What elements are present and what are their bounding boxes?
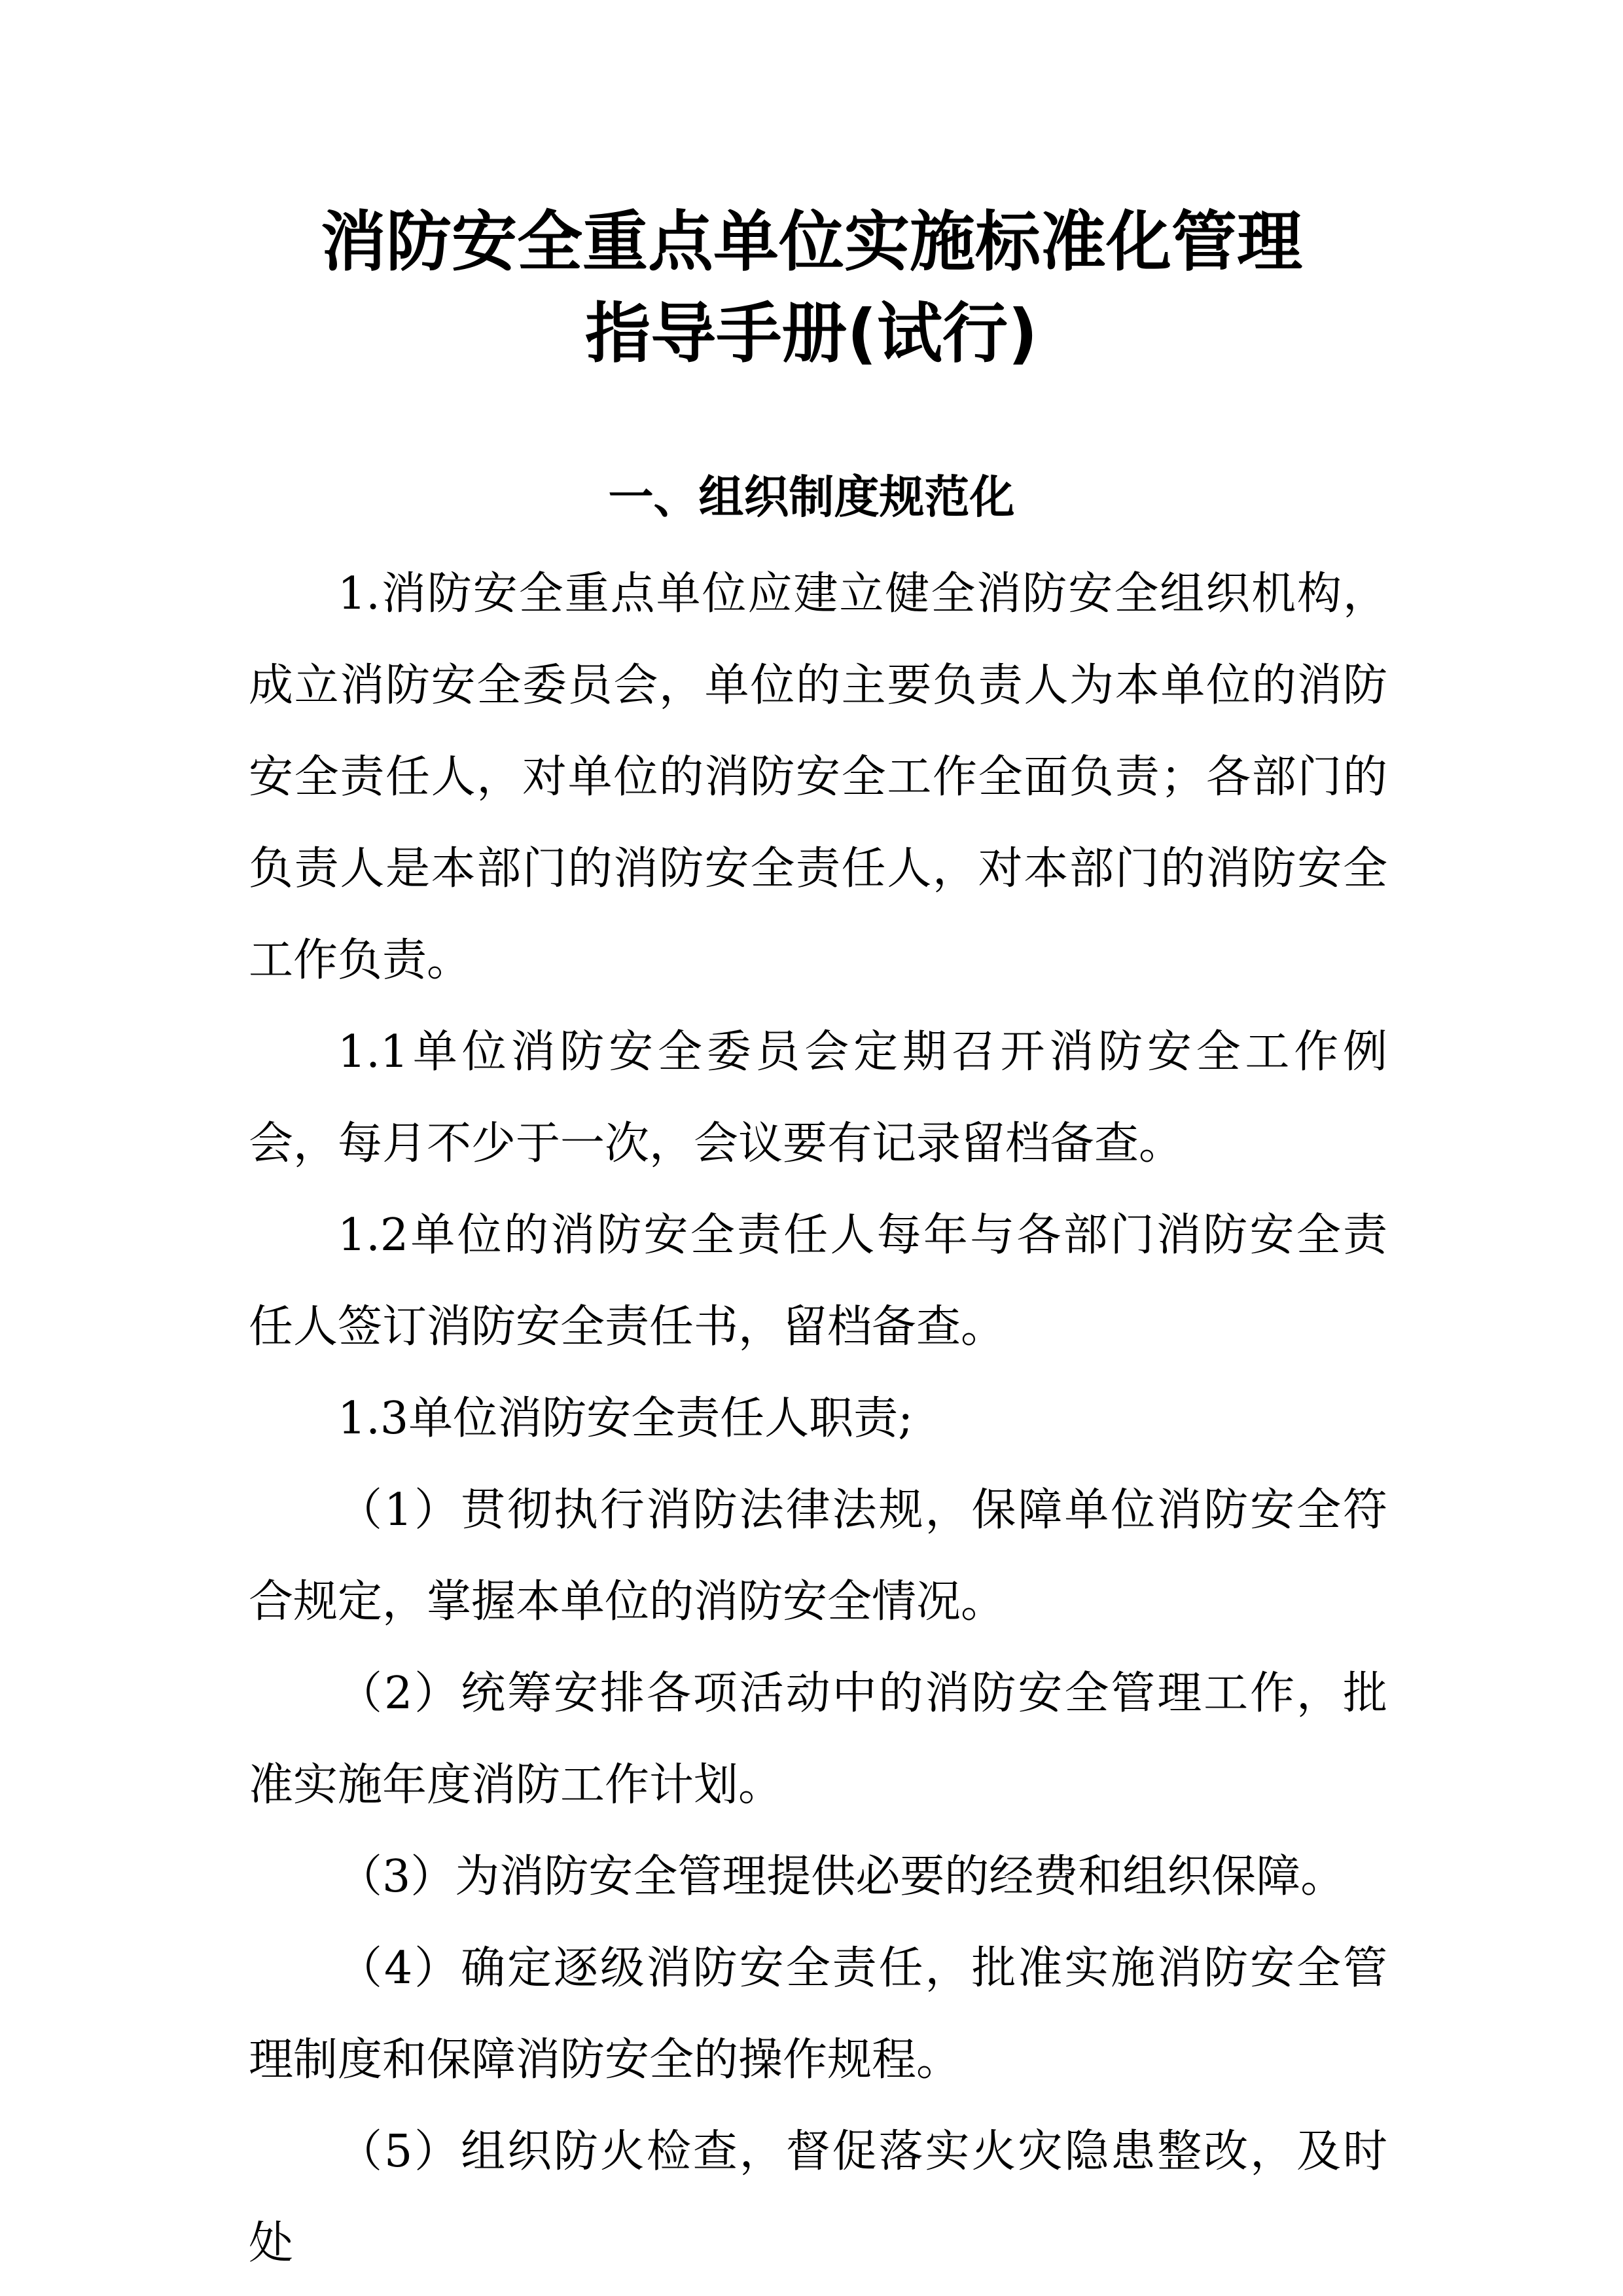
section-heading: 一、组织制度规范化	[608, 471, 1015, 524]
list-item-2: （2）统筹安排各项活动中的消防安全管理工作，批准实施年度消防工作计划。	[249, 1668, 1387, 1811]
document-title-line2: 指导手册(试行)	[585, 295, 1038, 372]
list-item-4: （4）确定逐级消防安全责任，批准实施消防安全管理制度和保障消防安全的操作规程。	[249, 1943, 1387, 2086]
body-text	[249, 548, 1387, 2289]
paragraph-1-3: 1.3单位消防安全责任人职责;	[338, 1393, 914, 1444]
list-item-1: （1）贯彻执行消防法律法规，保障单位消防安全符合规定，掌握本单位的消防安全情况。	[249, 1484, 1387, 1628]
list-item-3: （3）为消防安全管理提供必要的经费和组织保障。	[338, 1851, 1346, 1903]
list-item-5: （5）组织防火检查，督促落实火灾隐患整改，及时处	[249, 2126, 1387, 2269]
paragraph-1: 1.消防安全重点单位应建立健全消防安全组织机构，成立消防安全委员会，单位的主要负责人为本单位的消防安全责任人，对单位的消防安全工作全面负责；各部门的负责人是本部门的消防安全责任人，对本部门的消防安全工作负责。	[249, 568, 1387, 986]
paragraph-1-1: 1.1单位消防安全委员会定期召开消防安全工作例会，每月不少于一次，会议要有记录留档备查。	[249, 1026, 1387, 1170]
paragraph-1-2: 1.2单位的消防安全责任人每年与各部门消防安全责任人签订消防安全责任书，留档备查。	[249, 1210, 1387, 1353]
document-title-line1: 消防安全重点单位实施标准化管理	[321, 204, 1302, 280]
